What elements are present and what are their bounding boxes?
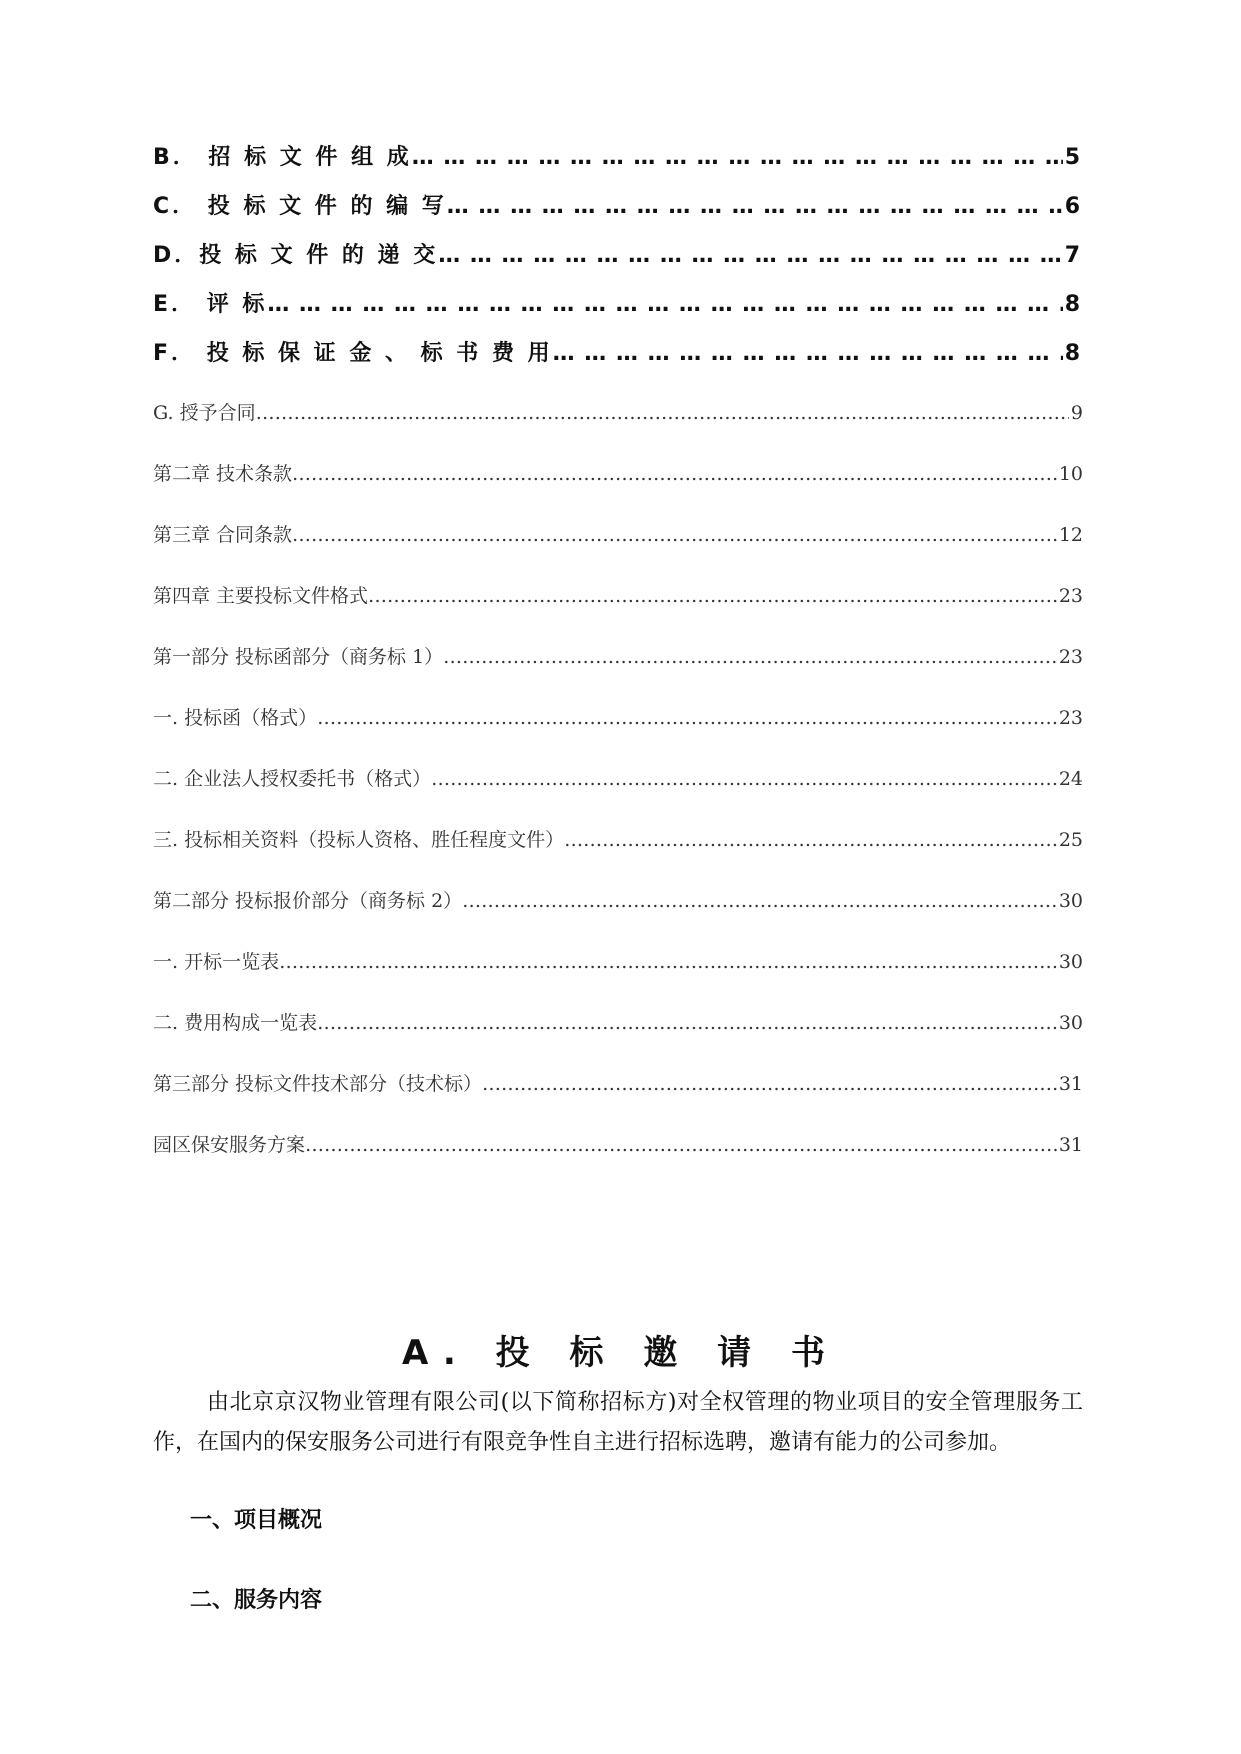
toc-leader-dots — [482, 1073, 1057, 1095]
toc-entry-chapter-4[interactable] — [153, 581, 1083, 608]
toc-leader-dots — [368, 585, 1057, 607]
toc-entry-label: 第三章 合同条款 — [153, 524, 293, 546]
toc-entry-label: 第二部分 投标报价部分（商务标 2） — [153, 890, 463, 912]
toc-leader-dots — [438, 243, 1062, 268]
toc-page-number: 7 — [1064, 243, 1083, 268]
toc-entry-label: 第一部分 投标函部分（商务标 1） — [153, 646, 444, 668]
toc-entry-label: C． 投 标 文 件 的 编 写 — [153, 194, 447, 219]
toc-page-number: 8 — [1064, 292, 1083, 317]
toc-entry-cost-table[interactable] — [153, 1008, 1083, 1035]
toc-page-number: 12 — [1058, 524, 1083, 546]
subhead-project-overview: 一、项目概况 — [190, 1508, 323, 1533]
toc-entry-label: 一. 开标一览表 — [153, 951, 280, 973]
toc-entry-label: 第三部分 投标文件技术部分（技术标） — [153, 1073, 483, 1095]
toc-leader-dots — [267, 292, 1062, 317]
toc-entry-f[interactable] — [153, 336, 1083, 367]
toc-entry-d[interactable] — [153, 238, 1083, 269]
toc-entry-part-3[interactable] — [153, 1069, 1083, 1096]
toc-entry-security-plan[interactable] — [153, 1130, 1083, 1157]
toc-entry-label: 第二章 技术条款 — [153, 463, 293, 485]
toc-entry-label: 三. 投标相关资料（投标人资格、胜任程度文件） — [153, 829, 565, 851]
toc-leader-dots — [305, 1134, 1057, 1156]
toc-entry-part-1[interactable] — [153, 642, 1083, 669]
toc-entry-label: D．投 标 文 件 的 递 交 — [153, 243, 439, 268]
toc-entry-label: B． 招 标 文 件 组 成 — [153, 145, 412, 170]
toc-page-number: 31 — [1058, 1134, 1083, 1156]
toc-page-number: 23 — [1058, 646, 1083, 668]
toc-page-number: 23 — [1058, 585, 1083, 607]
toc-entry-opening-table[interactable] — [153, 947, 1083, 974]
toc-page-number: 9 — [1070, 402, 1083, 424]
toc-page-number: 6 — [1064, 194, 1083, 219]
toc-entry-chapter-2[interactable] — [153, 459, 1083, 486]
toc-entry-label: E． 评 标 — [153, 292, 268, 317]
toc-entry-part-2[interactable] — [153, 886, 1083, 913]
toc-page-number: 8 — [1064, 341, 1083, 366]
toc-leader-dots — [279, 951, 1057, 973]
toc-page-number: 25 — [1058, 829, 1083, 851]
toc-page-number: 23 — [1058, 707, 1083, 729]
toc-leader-dots — [317, 707, 1057, 729]
toc-entry-label: 第四章 主要投标文件格式 — [153, 585, 369, 607]
toc-entry-label: 园区保安服务方案 — [153, 1134, 306, 1156]
toc-leader-dots — [564, 829, 1057, 851]
toc-entry-c[interactable] — [153, 189, 1083, 220]
toc-entry-bid-materials[interactable] — [153, 825, 1083, 852]
toc-leader-dots — [292, 524, 1057, 546]
toc-entry-e[interactable] — [153, 287, 1083, 318]
toc-entry-g[interactable] — [153, 398, 1083, 425]
toc-page-number: 30 — [1058, 1012, 1083, 1034]
toc-leader-dots — [447, 194, 1063, 219]
toc-page-number: 31 — [1058, 1073, 1083, 1095]
toc-leader-dots — [256, 402, 1069, 424]
toc-entry-label: G. 授予合同 — [153, 402, 256, 424]
toc-entry-label: 二. 企业法人授权委托书（格式） — [153, 768, 432, 790]
toc-page-number: 30 — [1058, 951, 1083, 973]
toc-entry-bid-letter[interactable] — [153, 703, 1083, 730]
section-title: A. 投 标 邀 请 书 — [401, 1333, 840, 1373]
toc-leader-dots — [317, 1012, 1057, 1034]
toc-page-number: 30 — [1058, 890, 1083, 912]
toc-page-number: 24 — [1058, 768, 1083, 790]
toc-entry-label: 一. 投标函（格式） — [153, 707, 318, 729]
toc-leader-dots — [553, 341, 1063, 366]
subhead-service-content: 二、服务内容 — [190, 1588, 323, 1613]
toc-entry-chapter-3[interactable] — [153, 520, 1083, 547]
toc-leader-dots — [431, 768, 1057, 790]
toc-leader-dots — [462, 890, 1057, 912]
toc-leader-dots — [412, 145, 1063, 170]
toc-leader-dots — [443, 646, 1057, 668]
toc-entry-b[interactable] — [153, 140, 1083, 171]
toc-entry-authorization[interactable] — [153, 764, 1083, 791]
toc-entry-label: 二. 费用构成一览表 — [153, 1012, 318, 1034]
toc-entry-label: F． 投 标 保 证 金 、 标 书 费 用 — [153, 341, 553, 366]
toc-page-number: 5 — [1064, 145, 1083, 170]
toc-page-number: 10 — [1058, 463, 1083, 485]
invitation-paragraph: 由北京京汉物业管理有限公司(以下简称招标方)对全权管理的物业项目的安全管理服务工作，在国内的保安服务公司进行有限竞争性自主进行招标选聘，邀请有能力的公司参加。 — [153, 1390, 1083, 1455]
toc-leader-dots — [292, 463, 1057, 485]
